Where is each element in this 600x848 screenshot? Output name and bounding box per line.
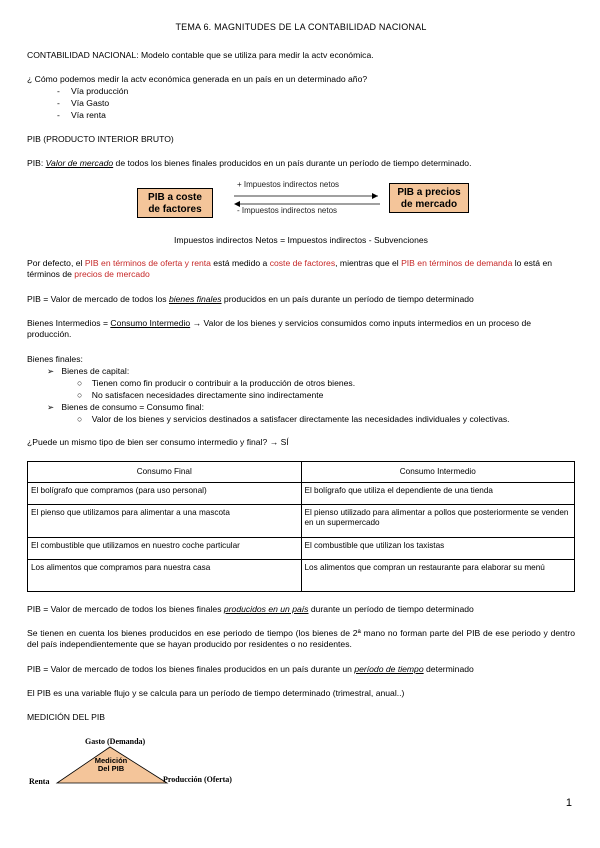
page-title: TEMA 6. MAGNITUDES DE LA CONTABILIDAD NACIONAL — [175, 22, 427, 32]
bienes-consumo-item: ➢ Bienes de consumo = Consumo final: — [47, 402, 204, 412]
table-header-row — [28, 462, 575, 483]
emph-run: producidos en un país — [223, 604, 309, 614]
table-cell: El combustible que utilizan los taxistas — [301, 538, 575, 560]
table-row — [28, 505, 575, 538]
table-cell: El combustible que utilizamos en nuestro coche particular — [28, 538, 302, 560]
pib-def-emph: Valor de mercado — [45, 158, 114, 168]
pib-def-rest: de todos los bienes finales producidos en un país durante un período de tiempo determinado. — [113, 158, 472, 168]
via-label: Vía Gasto — [71, 98, 110, 108]
text-run: producidos en un país durante un período de tiempo determinado — [221, 294, 474, 304]
text-run: está medido a — [210, 258, 270, 268]
via-label: Vía renta — [71, 110, 106, 120]
via-item-3: - Vía renta — [57, 110, 106, 120]
pib-precios-mercado-box: PIB a precios de mercado — [389, 183, 469, 213]
table-row — [28, 560, 575, 592]
text-run: , mientras que el — [335, 258, 402, 268]
text-run: lo está en términos de — [27, 258, 553, 279]
text-run: durante un período de tiempo determinado — [308, 604, 474, 614]
bienes-finales-heading: Bienes finales: — [27, 354, 83, 364]
text-run: Bienes Intermedios = — [27, 318, 111, 328]
renta-label: Renta — [29, 777, 50, 786]
via-item-2: - Vía Gasto — [57, 98, 110, 108]
pib-equation-3 — [27, 664, 575, 675]
consumo-subitem-1: ○ Valor de los bienes y servicios destinados a satisfacer directamente las necesidades individuales y colectivas. — [77, 414, 510, 424]
emph-run: bienes finales — [168, 294, 222, 304]
highlight-run: PIB en términos de oferta y renta — [84, 258, 211, 268]
impuestos-equation: Impuestos indirectos Netos = Impuestos indirectos - Subvenciones — [174, 235, 428, 245]
medicion-center-label: Medición Del PIB — [94, 756, 128, 774]
pib-equation-2 — [27, 604, 575, 615]
defecto-paragraph — [27, 258, 575, 279]
emph-run: Consumo Intermedio — [110, 318, 191, 328]
capital-subitem-2: ○ No satisfacen necesidades directamente sino indirectamente — [77, 390, 324, 400]
bienes-capital-item: ➢ Bienes de capital: — [47, 366, 130, 376]
bottom-arrow-label: - Impuestos indirectos netos — [237, 206, 338, 215]
question-1: ¿ Cómo podemos medir la actv económica generada en un país en un determinado año? — [27, 74, 368, 84]
pib-heading: PIB (PRODUCTO INTERIOR BRUTO) — [27, 134, 174, 144]
intro-term: CONTABILIDAD NACIONAL: — [27, 50, 139, 60]
via-label: Vía producción — [71, 86, 129, 96]
table-cell: Los alimentos que compran un restaurante para elaborar su menú — [301, 560, 575, 592]
emph-run: período de tiempo — [354, 664, 424, 674]
bullet-label: No satisfacen necesidades directamente sino indirectamente — [91, 390, 324, 400]
pib-def-prefix: PIB: — [27, 158, 46, 168]
highlight-run: coste de factores — [269, 258, 336, 268]
text-run: → Valor de los bienes y servicios consumidos como inputs intermedios en un proceso de producción. — [27, 318, 532, 339]
bullet-label: Bienes de consumo = Consumo final: — [61, 402, 204, 412]
text-run: Por defecto, el — [27, 258, 85, 268]
text-run: determinado — [423, 664, 474, 674]
medicion-heading: MEDICIÓN DEL PIB — [27, 712, 105, 722]
table-row — [28, 483, 575, 505]
text-run: PIB = Valor de mercado de todos los — [27, 294, 169, 304]
page-number: 1 — [565, 797, 572, 809]
intro-paragraph — [27, 50, 575, 61]
top-arrow-label: + Impuestos indirectos netos — [237, 180, 340, 189]
text-run: PIB = Valor de mercado de todos los bienes finales producidos en un país durante un — [27, 664, 355, 674]
table-row — [28, 538, 575, 560]
bullet-label: Valor de los bienes y servicios destinados a satisfacer directamente las necesidades individuales y colectivas. — [91, 414, 510, 424]
pib-coste-factores-box: PIB a coste de factores — [137, 188, 213, 218]
table-header: Consumo Intermedio — [301, 462, 575, 483]
intro-text: Modelo contable que se utiliza para medir la actv económica. — [138, 50, 374, 60]
pib-definition — [27, 158, 575, 169]
produccion-label: Producción (Oferta) — [163, 775, 232, 784]
question-2: ¿Puede un mismo tipo de bien ser consumo intermedio y final? → SÍ — [27, 437, 289, 447]
flujo-paragraph: El PIB es una variable flujo y se calcula para un período de tiempo determinado (trimestral, anual..) — [27, 688, 405, 698]
gasto-label: Gasto (Demanda) — [85, 737, 146, 746]
bullet-label: Tienen como fin producir o contribuir a la producción de otros bienes. — [91, 378, 356, 388]
table-cell: El bolígrafo que compramos (para uso personal) — [28, 483, 302, 505]
bullet-label: Bienes de capital: — [61, 366, 130, 376]
bienes-intermedios-paragraph — [27, 318, 575, 339]
consumo-table — [27, 461, 575, 592]
table-header: Consumo Final — [28, 462, 302, 483]
highlight-run: precios de mercado — [74, 268, 150, 279]
highlight-run: PIB en términos de demanda — [401, 258, 513, 268]
pib-equation-1 — [27, 294, 575, 305]
table-cell: El pienso utilizado para alimentar a pollos que posteriormente se venden en un supermercado — [301, 505, 575, 538]
capital-subitem-1: ○ Tienen como fin producir o contribuir a la producción de otros bienes. — [77, 378, 356, 388]
via-item-1: - Vía producción — [57, 86, 129, 96]
table-cell: Los alimentos que compramos para nuestra casa — [28, 560, 302, 592]
table-cell: El pienso que utilizamos para alimentar a una mascota — [28, 505, 302, 538]
text-run: PIB = Valor de mercado de todos los bienes finales — [27, 604, 224, 614]
table-cell: El bolígrafo que utiliza el dependiente de una tienda — [301, 483, 575, 505]
segunda-mano-paragraph: Se tienen en cuenta los bienes producidos en ese periodo de tiempo (los bienes de 2ª mano no forman parte del PIB de ese periodo y dentro del país independientemente que se hayan producido por residentes o no residentes. — [27, 628, 575, 649]
